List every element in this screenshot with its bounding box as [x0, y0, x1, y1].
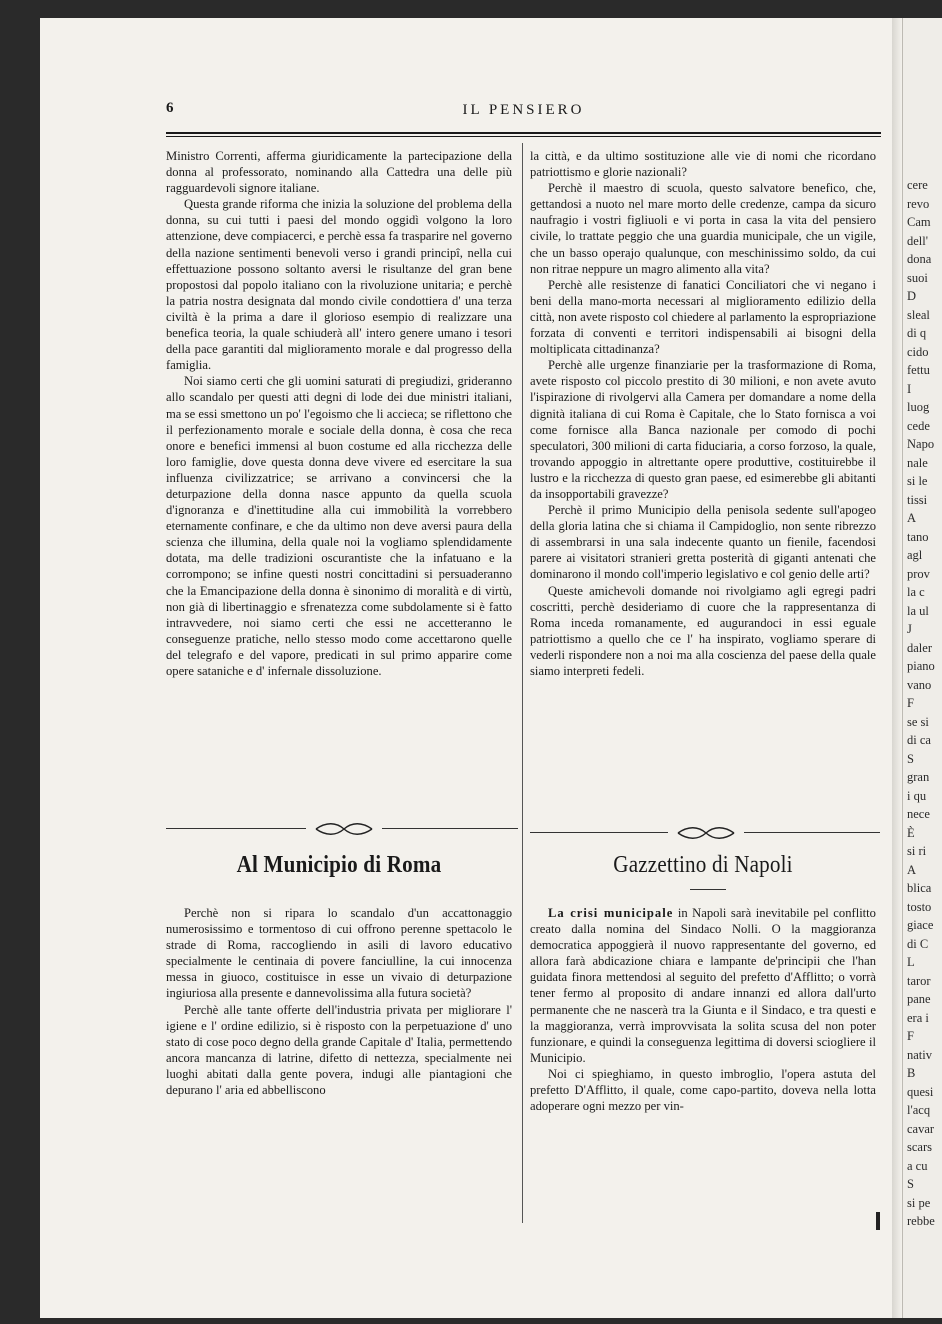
column-left-top: [166, 148, 512, 679]
adjacent-page-line: scars: [907, 1140, 932, 1154]
adjacent-page-line: dona: [907, 252, 932, 266]
adjacent-page-line: Napo: [907, 437, 935, 451]
paragraph: Ministro Correnti, afferma giuridicamente la partecipazione della donna al professorato, nominando alla Cattedra una delle più ragguardevoli signore italiane.: [166, 149, 512, 196]
adjacent-page-line: era i: [907, 1010, 929, 1025]
adjacent-page-line: nale: [907, 455, 928, 470]
adjacent-page-line: sleal: [907, 307, 930, 322]
adjacent-page-line: prov: [907, 566, 930, 581]
lead-text: in Napoli sarà inevitabile pel conflitto creato dalla nomina del Sindaco Nolli. O la maggioranza democratica appoggierà il nuovo rappresentante del governo, ed allora farà abdicazione chiara e lampante de'principii che l'han guidata finora mettendosi al seguito del prefetto d'Afflitto; o vorrà tener fermo al proposito di andare innanzi ed allora dall'urto permanente che ne nascerà tra la Giunta e il Sindaco, e tra questi e la maggioranza, verrà improvvisata la solita scusa del non poter funzionare, e quindi la conseguenza legittima di doversi sciogliere il Municipio.: [530, 906, 876, 1065]
paragraph: Perchè il primo Municipio della penisola sedente sull'apogeo della gloria latina che si chiama il Campidoglio, non sente ribrezzo di assembrarsi in una sala indecente quanto un fienile, facendosi parere ai visitatori stranieri gretta posterità di giganti antenati che dominarono il mondo coll'imperio legislativo e col genio delle arti?: [530, 503, 876, 582]
column-divider: [522, 143, 523, 1223]
adjacent-page-line: cere: [907, 178, 928, 192]
adjacent-page-line: F: [907, 1029, 914, 1043]
adjacent-page-line: di q: [907, 326, 927, 340]
adjacent-page-line: L: [907, 955, 915, 969]
column-right-bottom: [530, 905, 876, 1114]
adjacent-page-line: nece: [907, 807, 930, 821]
section-rule: [382, 828, 518, 829]
adjacent-page-line: cavar: [907, 1121, 935, 1136]
header-rule-thin: [166, 136, 881, 137]
paragraph: Perchè non si ripara lo scandalo d'un accattonaggio numerosissimo e tormentoso di cui offrono perenne spettacolo le strade di Roma, raccogliendo in asili di lavoro educativo specialmente le centinaia di povere fanciulline, la cui innocenza messa in giuoco, costituisce in esse un vivaio di deturpazione ingiuriosa alla presente e dannevolissima alla futura società?: [166, 906, 512, 1001]
adjacent-page-line: pane: [907, 992, 931, 1006]
section-title-napoli: Gazzettino di Napoli: [613, 852, 793, 878]
adjacent-page-line: rebbe: [907, 1214, 935, 1228]
paragraph: Queste amichevoli domande noi rivolgiamo agli egregi padri coscritti, perchè desideriamo di cuore che la rappresentanza di Roma inceda romanamente, ed augurandoci in essi eguale patriottismo a quello che ce l' ha inspirato, vogliamo sperare di vederli rispondere non a noi ma alla coscienza del paese della quale siamo interpreti fedeli.: [530, 583, 876, 678]
adjacent-page-line: S: [907, 751, 914, 766]
section-rule: [744, 832, 880, 833]
paragraph: Perchè alle tante offerte dell'industria privata per migliorare l' igiene e l' ordine edilizio, si è risposto con la perpetuazione d' uno stato di cose poco degno della grande Capitale d' Italia, permettendo ancora mancanza di latrine, difetto di nettezza, specialmente nei luoghi abitati dalla gente povera, indugi alle piantagioni che depurano l' aria ed abbelliscono: [166, 1002, 512, 1098]
adjacent-page-line: A: [907, 862, 917, 877]
adjacent-page-line: B: [907, 1066, 916, 1080]
header-rule: [166, 132, 881, 134]
column-left-bottom: [166, 905, 512, 1098]
paragraph: Noi siamo certi che gli uomini saturati di pregiudizi, grideranno allo scandalo per questi atti degni di lode dei due ministri italiani, ma se essi smettono un po' l'egoismo che li accieca; se riflettono che il perfezionamento morale e sociale della donna, è cosa che reca onore e benefici immensi al buon costume ed alla ricchezza delle loro famiglie, dove questa donna deve vivere ed esercitare la sua influenza civilizzatrice; se arrivano a convincersi che la deturpazione della donna nasce appunto da quella scuola d'ignoranza e d'inettitudine alla cui immobilità la vorrebbero eternamente confinare, e che da ultimo non deve aversi paura della scienza che illumina, della quale noi la vogliamo splendidamente dotata, ma delle tradizioni oscurantiste che la infatuano e la corrompono; se infine questi nostri concittadini si persuaderanno che la Emancipazione della donna è sinonimo di moralità e di virtù, non già di libertinaggio e sfrenatezza come subdolamente si è fatto intravvedere, noi siamo certi che essi ne accetteranno le conseguenze pratiche, nello stesso modo come accettarono quelle del telegrafo e del vapore, predicati in sul primo apparire come opere sataniche e d' infernale dissoluzione.: [166, 374, 512, 678]
adjacent-page-line: tissi: [907, 492, 928, 507]
adjacent-page-line: I: [907, 381, 912, 396]
journal-title: IL PENSIERO: [462, 102, 585, 118]
adjacent-page-line: D: [907, 289, 917, 303]
adjacent-page-line: cido: [907, 344, 929, 359]
adjacent-page-line: i qu: [907, 788, 927, 803]
adjacent-page-line: si ri: [907, 844, 927, 858]
paragraph: Perchè alle urgenze finanziarie per la trasformazione di Roma, avete risposto col piccolo prestito di 30 milioni, e non avete avuto l'ispirazione di rivolgervi alla Camera per domandare a nome della dignità italiana di cui Roma è Capitale, che lo Stato fornisca a voi come fornisce alla Banca nazionale per comodo di pochi speculatori, 300 milioni di carta fiduciaria, a corso forzoso, la quale, trovando appoggio in altrettante opere produttive, costituirebbe il lustro e la ricchezza di questo gran paese, ed esimerebbe gli abitanti da insopportabili gravezze?: [530, 358, 876, 501]
page-header: [166, 100, 881, 120]
adjacent-page-line: la c: [907, 585, 925, 599]
section-rule: [530, 832, 668, 833]
adjacent-page-line: A: [907, 511, 917, 525]
paragraph: la città, e da ultimo sostituzione alle vie di nomi che ricordano patriottismo e glorie nazionali?: [530, 149, 876, 180]
paragraph: Noi ci spieghiamo, in questo imbroglio, l'opera astuta del prefetto D'Afflitto, il quale, come capo-partito, doveva nella lotta adoperare ogni mezzo per vin-: [530, 1066, 876, 1114]
adjacent-page-line: revo: [907, 196, 930, 211]
adjacent-page-line: agl: [907, 548, 923, 562]
paragraph: Questa grande riforma che inizia la soluzione del problema della donna, su cui tutti i paesi del mondo oggidì volgono la loro attenzione, deve compiacerci, e perchè essa fa trasparire nel governo della nazione sentimenti benevoli verso i grandi principî, nella cui effettuazione possono soltanto aversi le risultanze del gran bene propostosi dal popolo italiano con la rivoluzione unitaria; e perchè la patria nostra designata dal mondo civile condottiera d' una terza civiltà è la prima a dare il glorioso esempio di realizzare una benefica teoria, la quale schiuderà all' intero genere umano i tesori della pace garantiti dal miglioramento morale e dal progresso della famiglia.: [166, 197, 512, 373]
adjacent-page-line: vano: [907, 677, 932, 692]
adjacent-page-line: J: [907, 622, 912, 636]
adjacent-page-line: fettu: [907, 363, 930, 377]
adjacent-page-line: quesi: [907, 1084, 934, 1099]
adjacent-page-line: di C: [907, 936, 929, 951]
page-fold: [892, 18, 902, 1318]
paragraph: Perchè alle resistenze di fanatici Conciliatori che vi negano i beni della mano-morta necessari al miglioramento edilizio della città, non avete risposto col chiedere al parlamento la espropriazione forzata di conventi e territori indispensabili ai bisogni della moltiplicata cittadinanza?: [530, 277, 876, 357]
adjacent-page-line: taror: [907, 973, 931, 988]
edge-mark: [876, 1212, 880, 1230]
paragraph: Perchè il maestro di scuola, questo salvatore benefico, che, gettandosi a nuoto nel mare morto delle credenze, campa da sicuro naufragio i vostri figliuoli e vi porta in casa la vita del pensiero civile, lo trattate peggio che una guardia municipale, che un vigile, che un basso operajo qualunque, con meschinissimo soldo, da cui non ritrae neppure un magro alimento alla vita?: [530, 181, 876, 276]
paragraph-lead: [530, 905, 876, 1066]
adjacent-page-line: di ca: [907, 733, 931, 747]
adjacent-page-line: daler: [907, 640, 932, 655]
page-number: 6: [166, 100, 174, 116]
adjacent-page-line: a cu: [907, 1158, 928, 1173]
adjacent-page-line: F: [907, 696, 914, 710]
adjacent-page-line: piano: [907, 659, 935, 673]
adjacent-page-line: giace: [907, 918, 934, 932]
title-underline: [690, 889, 726, 890]
column-right-top: [530, 148, 876, 679]
adjacent-page-line: tano: [907, 529, 929, 544]
adjacent-page: [902, 18, 942, 1318]
adjacent-page-line: se si: [907, 714, 929, 729]
adjacent-page-line: luog: [907, 400, 930, 414]
ornament-icon: [676, 826, 736, 840]
adjacent-page-line: È: [907, 825, 915, 840]
adjacent-page-line: la ul: [907, 603, 929, 618]
adjacent-page-line: dell': [907, 233, 928, 248]
adjacent-page-line: l'acq: [907, 1103, 931, 1117]
section-title-roma: Al Municipio di Roma: [236, 852, 442, 878]
lead-phrase: La crisi municipale: [548, 906, 674, 920]
adjacent-page-line: blica: [907, 881, 932, 895]
adjacent-page-line: Cam: [907, 215, 931, 229]
adjacent-page-line: si pe: [907, 1195, 931, 1210]
section-rule: [166, 828, 306, 829]
ornament-icon: [314, 822, 374, 836]
adjacent-page-line: suoi: [907, 270, 928, 285]
adjacent-page-line: S: [907, 1177, 914, 1191]
adjacent-page-line: cede: [907, 418, 930, 433]
adjacent-page-line: tosto: [907, 899, 932, 914]
adjacent-page-line: si le: [907, 474, 928, 488]
adjacent-page-line: nativ: [907, 1047, 932, 1062]
adjacent-page-line: gran: [907, 770, 930, 784]
